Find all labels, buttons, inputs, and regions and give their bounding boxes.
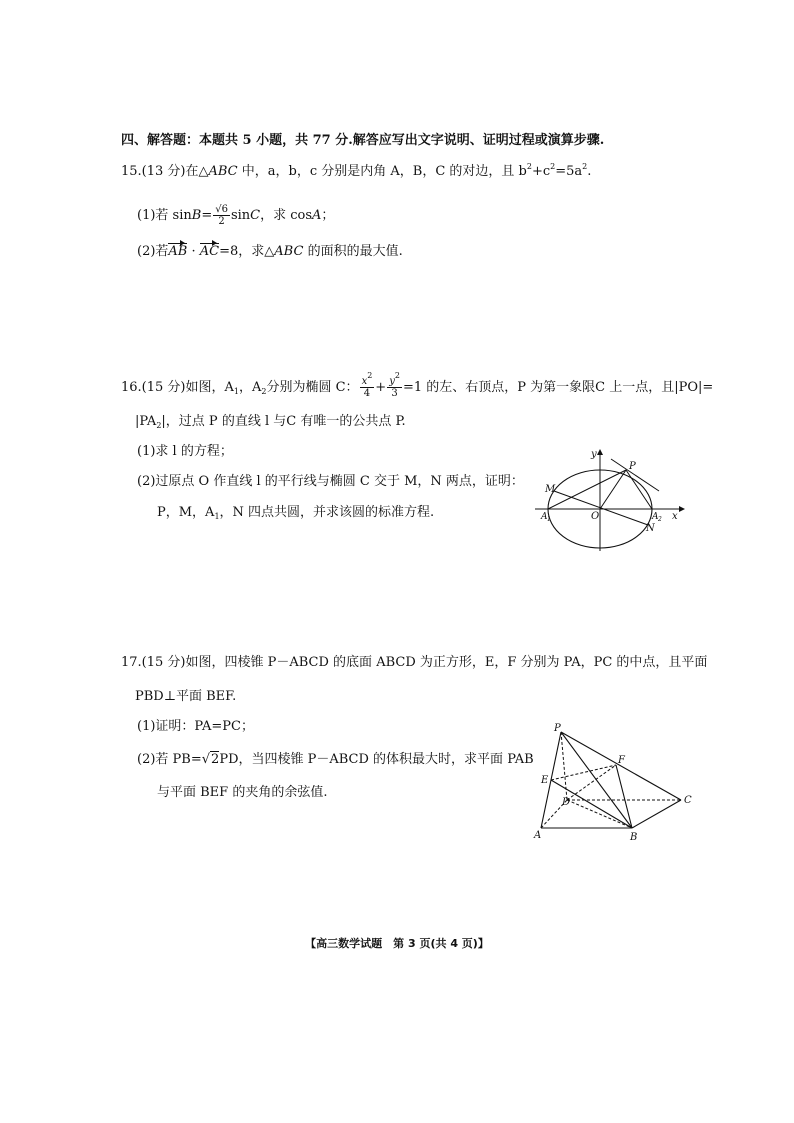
label-D: D <box>562 797 571 808</box>
q15-p1-C: C <box>250 208 261 223</box>
q15-p2-eq: =8，求△ <box>219 244 275 259</box>
q15-exp-c: 2 <box>550 162 556 171</box>
q17-part2 <box>137 752 534 768</box>
q17-pyramid-figure <box>530 720 690 850</box>
q15-part2 <box>137 244 403 260</box>
q16-l1-b: ，A <box>238 380 262 395</box>
segment-FB <box>616 765 632 828</box>
q15-p1-sin: sin <box>230 208 251 223</box>
q15-p1-A: A <box>312 208 322 223</box>
q16-part2-cont <box>157 505 434 521</box>
q16-sub2: 2 <box>261 387 267 396</box>
q16-stem-line2 <box>135 414 406 430</box>
q16-l1-c: 分别为椭圆 C： <box>266 380 359 395</box>
q16-l1-a: 16.(15 分)如图，A <box>121 380 234 395</box>
q15-eq: =5a <box>555 164 583 179</box>
q15-p1-end: ； <box>321 208 335 223</box>
q16-p2-b: P，M，A <box>157 505 215 520</box>
label-A: A <box>534 830 542 841</box>
q16-x-sq: 2 <box>367 371 373 380</box>
q16-p2-sub: 1 <box>214 512 220 521</box>
q16-l2-a: |PA <box>135 414 157 429</box>
q16-p2-c: ，N 四点共圆，并求该圆的标准方程. <box>219 505 435 520</box>
label-A1: A <box>541 512 548 522</box>
q16-l1-d: =1 的左、右顶点，P 为第一象限C 上一点，且|PO|= <box>402 380 714 395</box>
q15-p2-triangle: ABC <box>274 244 304 259</box>
q17-stem-line2: PBD⊥平面 BEF. <box>135 689 237 704</box>
q16-y: y <box>389 376 395 387</box>
q15-p1-num: √6 <box>215 204 228 215</box>
q15-p1-den: 2 <box>218 216 225 227</box>
q15-exp-a: 2 <box>582 162 588 171</box>
q16-frac-y <box>387 371 402 399</box>
label-M: M <box>545 484 556 495</box>
label-A1-sub: 1 <box>547 516 551 523</box>
q15-p2-dot: · <box>187 244 200 259</box>
vector-AC: AC <box>199 244 220 259</box>
label-A2: A <box>652 512 659 522</box>
q15-p1-text: (1)若 sin <box>137 208 192 223</box>
edge-PB <box>561 732 632 828</box>
label-F: F <box>618 755 625 766</box>
q16-den4: 4 <box>363 388 371 399</box>
q15-part1 <box>137 204 334 227</box>
q15-prefix: 15.(13 分)在△ <box>121 164 209 179</box>
q15-p1-B: B <box>191 208 202 223</box>
q16-plus: + <box>375 380 387 395</box>
q16-part1: (1)求 l 的方程； <box>137 444 233 459</box>
segment-PA2 <box>626 470 652 509</box>
section-heading: 四、解答题：本题共 5 小题，共 77 分.解答应写出文字说明、证明过程或演算步骤. <box>121 133 605 148</box>
q16-y-sq: 2 <box>394 371 400 380</box>
label-A2-sub: 2 <box>658 516 662 523</box>
label-y: y <box>591 449 597 460</box>
q17-part1: (1)证明：PA=PC； <box>137 719 254 734</box>
label-B: B <box>630 832 638 843</box>
label-N: N <box>646 523 655 534</box>
q16-frac-x <box>360 371 375 399</box>
q16-l2-b: |，过点 P 的直线 l 与C 有唯一的公共点 P. <box>161 414 406 429</box>
q15-p1-eq: = <box>201 208 213 223</box>
label-C: C <box>684 795 692 806</box>
q16-l2-sub: 2 <box>156 421 162 430</box>
q16-part2: (2)过原点 O 作直线 l 的平行线与椭圆 C 交于 M，N 两点，证明： <box>137 474 524 489</box>
q15-exp-b: 2 <box>526 162 532 171</box>
y-axis-arrow <box>597 449 603 455</box>
x-axis-arrow <box>679 506 685 512</box>
q17-part2-cont: 与平面 BEF 的夹角的余弦值. <box>157 785 328 800</box>
q16-ellipse-figure <box>527 447 687 557</box>
q16-den3: 3 <box>391 388 398 399</box>
label-P: P <box>629 461 636 472</box>
q15-stem-end: +c <box>531 164 551 179</box>
q15-p1-cos: ，求 cos <box>260 208 313 223</box>
q15-triangle: ABC <box>208 164 238 179</box>
edge-PD <box>561 732 567 800</box>
label-P: P <box>554 723 561 734</box>
page-footer: 【高三数学试题 第 3 页(共 4 页)】 <box>305 937 489 950</box>
segment-PO <box>600 470 626 509</box>
q17-p2-a: (2)若 PB= <box>137 752 202 767</box>
q16-sub1: 1 <box>233 387 239 396</box>
q16-stem-line1 <box>121 371 714 399</box>
q15-stem-mid: 中，a，b，c 分别是内角 A，B，C 的对边，且 b <box>237 164 527 179</box>
q15-p2-text: (2)若 <box>137 244 169 259</box>
edge-PC <box>561 732 681 800</box>
sqrt-sign: √ <box>201 752 211 767</box>
q17-stem-line1: 17.(15 分)如图，四棱锥 P－ABCD 的底面 ABCD 为正方形，E，F 分别为 PA，PC 的中点，且平面 <box>121 655 708 670</box>
edge-BC <box>632 800 681 828</box>
q15-stem: 15.(13 分)在△ABC 中，a，b，c 分别是内角 A，B，C 的对边，且 $b^2+c^2=5a^2$. <box>121 162 592 179</box>
q16-x: x <box>361 376 368 387</box>
q15-p2-end: 的面积的最大值. <box>303 244 403 259</box>
label-x: x <box>672 511 678 522</box>
label-E: E <box>541 775 549 786</box>
label-O: O <box>591 511 600 522</box>
q17-p2-b: PD，当四棱锥 P－ABCD 的体积最大时，求平面 PAB <box>219 752 534 767</box>
q15-p1-fraction <box>213 204 230 227</box>
q17-sqrt-radicand: 2 <box>211 752 220 767</box>
vector-AB: AB <box>168 244 188 259</box>
